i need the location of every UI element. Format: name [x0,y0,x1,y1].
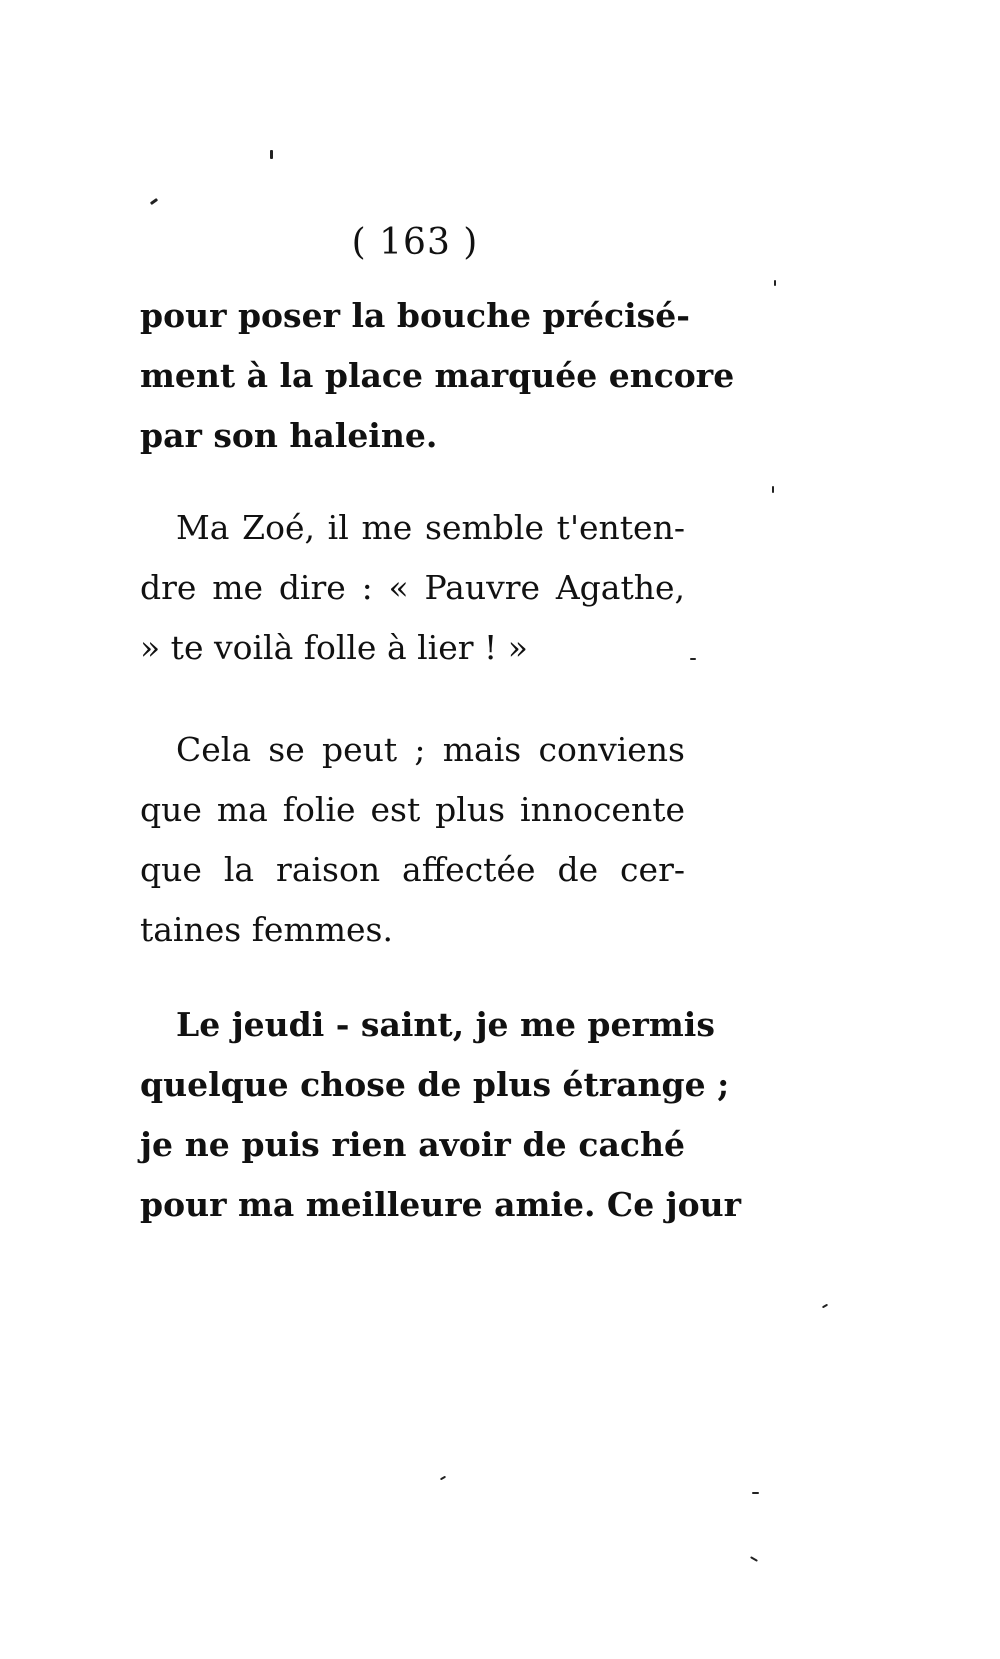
text-line: ment à la place marquée encore [140,356,735,395]
paragraph-3 [140,720,685,960]
scan-speck [750,1556,758,1562]
text-line: pour poser la bouche précisé- [140,296,690,335]
paragraph-1 [140,286,735,466]
paragraph-2 [140,498,685,678]
text-line: Cela se peut ; mais conviens [176,730,685,769]
text-line: taines femmes. [140,910,393,949]
page-number: ( 163 ) [351,222,479,263]
text-line: que la raison affectée de cer- [140,850,685,889]
scan-speck [690,658,696,660]
scan-speck [440,1476,446,1481]
text-line: pour ma meilleure amie. Ce jour [140,1185,742,1224]
scan-speck [752,1492,759,1494]
scan-speck [822,1304,828,1309]
text-line: que ma folie est plus innocente [140,790,685,829]
scan-speck [774,280,776,286]
text-line: je ne puis rien avoir de caché [140,1125,685,1164]
text-line: quelque chose de plus étrange ; [140,1065,730,1104]
text-line: Ma Zoé, il me semble t'enten- [176,508,685,547]
scan-speck [772,486,774,493]
text-line: par son haleine. [140,416,438,455]
scan-speck [150,198,158,205]
paragraph-4 [140,995,742,1235]
text-line: dre me dire : « Pauvre Agathe, [140,568,685,607]
text-line: Le jeudi - saint, je me permis [176,1005,715,1044]
text-line: » te voilà folle à lier ! » [140,628,528,667]
scan-speck [270,150,273,159]
